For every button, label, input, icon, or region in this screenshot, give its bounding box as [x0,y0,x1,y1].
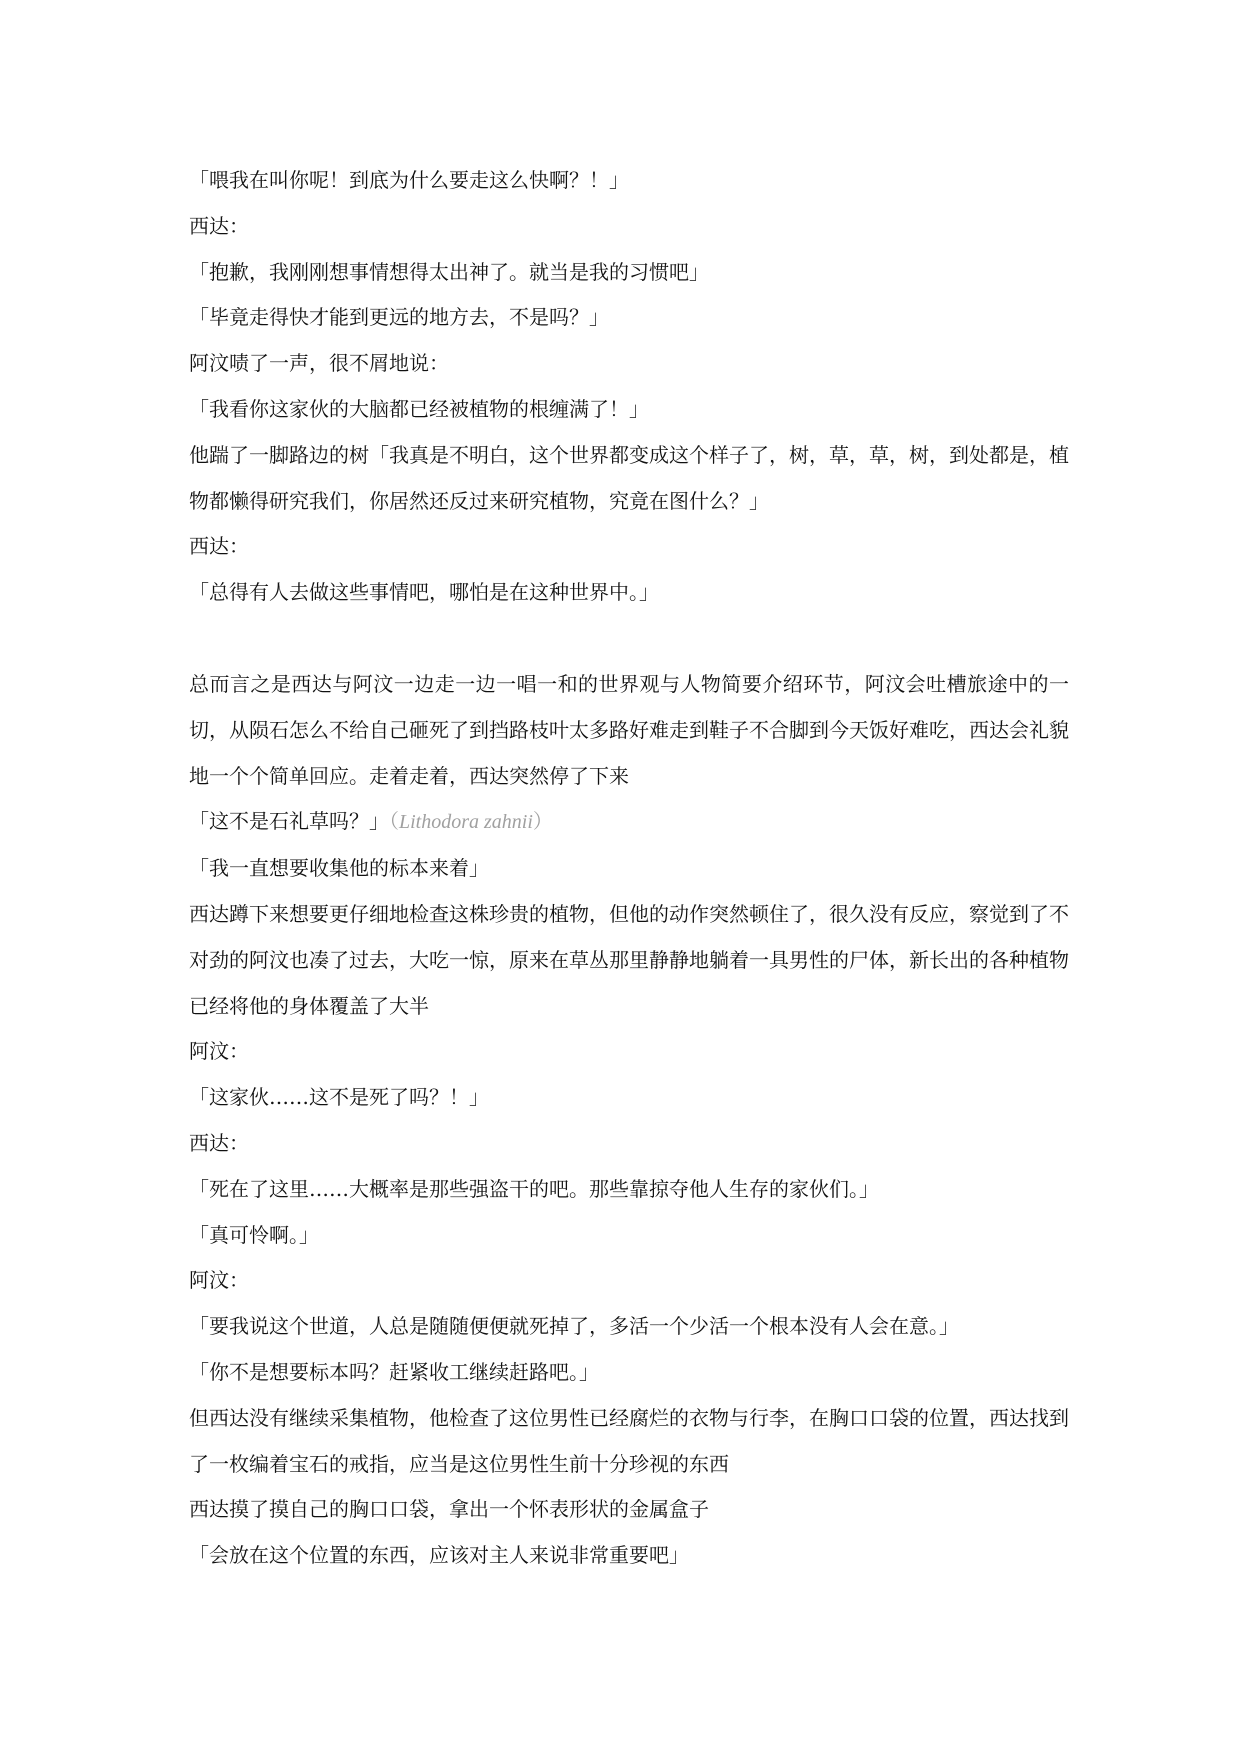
paragraph-gap [189,616,1069,662]
narration-paragraph: 他踹了一脚路边的树「我真是不明白，这个世界都变成这个样子了，树，草，草，树，到处都是，植物都懒得研究我们，你居然还反过来研究植物，究竟在图什么？」 [189,442,1069,513]
speaker-label: 阿汶： [189,1268,249,1293]
speaker-label: 阿汶： [189,1039,249,1064]
speaker-label: 西达： [189,213,249,238]
dialogue-line: 「你不是想要标本吗？赶紧收工继续赶路吧。」 [189,1359,599,1384]
speaker-label: 西达： [189,1130,249,1155]
dialogue-line: 「真可怜啊。」 [189,1222,319,1247]
dialogue-line: 「会放在这个位置的东西，应该对主人来说非常重要吧」 [189,1543,689,1568]
species-paren-open: （ [389,809,399,834]
dialogue-line: 「抱歉，我刚刚想事情想得太出神了。就当是我的习惯吧」 [189,259,709,284]
speaker-label: 西达： [189,534,249,559]
dialogue-line: 「这家伙……这不是死了吗？！」 [189,1085,489,1110]
species-latin-name: Lithodora zahnii [399,811,533,834]
species-quote: 「这不是石礼草吗？」 [189,809,389,834]
narration-paragraph: 但西达没有继续采集植物，他检查了这位男性已经腐烂的衣物与行李，在胸口口袋的位置，西达找到了一枚编着宝石的戒指，应当是这位男性生前十分珍视的东西 [189,1405,1069,1476]
dialogue-line: 「毕竟走得快才能到更远的地方去，不是吗？」 [189,305,609,330]
dialogue-line: 「总得有人去做这些事情吧，哪怕是在这种世界中。」 [189,580,659,605]
dialogue-line: 「死在了这里……大概率是那些强盗干的吧。那些靠掠夺他人生存的家伙们。」 [189,1176,879,1201]
dialogue-line: 「我看你这家伙的大脑都已经被植物的根缠满了！」 [189,396,649,421]
dialogue-line: 「我一直想要收集他的标本来着」 [189,856,489,881]
narration-line: 西达摸了摸自己的胸口口袋，拿出一个怀表形状的金属盒子 [189,1497,709,1522]
document-body [189,158,1069,1579]
species-paren-close: ） [532,809,553,834]
narration-line: 阿汶啧了一声，很不屑地说： [189,351,449,376]
dialogue-line: 「喂我在叫你呢！到底为什么要走这么快啊？！」 [189,168,629,192]
dialogue-line: 「要我说这个世道，人总是随随便便就死掉了，多活一个少活一个根本没有人会在意。」 [189,1314,959,1339]
narration-paragraph: 总而言之是西达与阿汶一边走一边一唱一和的世界观与人物简要介绍环节，阿汶会吐槽旅途中的一切，从陨石怎么不给自己砸死了到挡路枝叶太多路好难走到鞋子不合脚到今天饭好难吃，西达会礼貌地一个个简单回应。走着走着，西达突然停了下来 [189,671,1069,788]
species-line [189,799,1069,846]
narration-paragraph: 西达蹲下来想要更仔细地检查这株珍贵的植物，但他的动作突然顿住了，很久没有反应，察觉到了不对劲的阿汶也凑了过去，大吃一惊，原来在草丛那里静静地躺着一具男性的尸体，新长出的各种植物已经将他的身体覆盖了大半 [189,901,1069,1018]
